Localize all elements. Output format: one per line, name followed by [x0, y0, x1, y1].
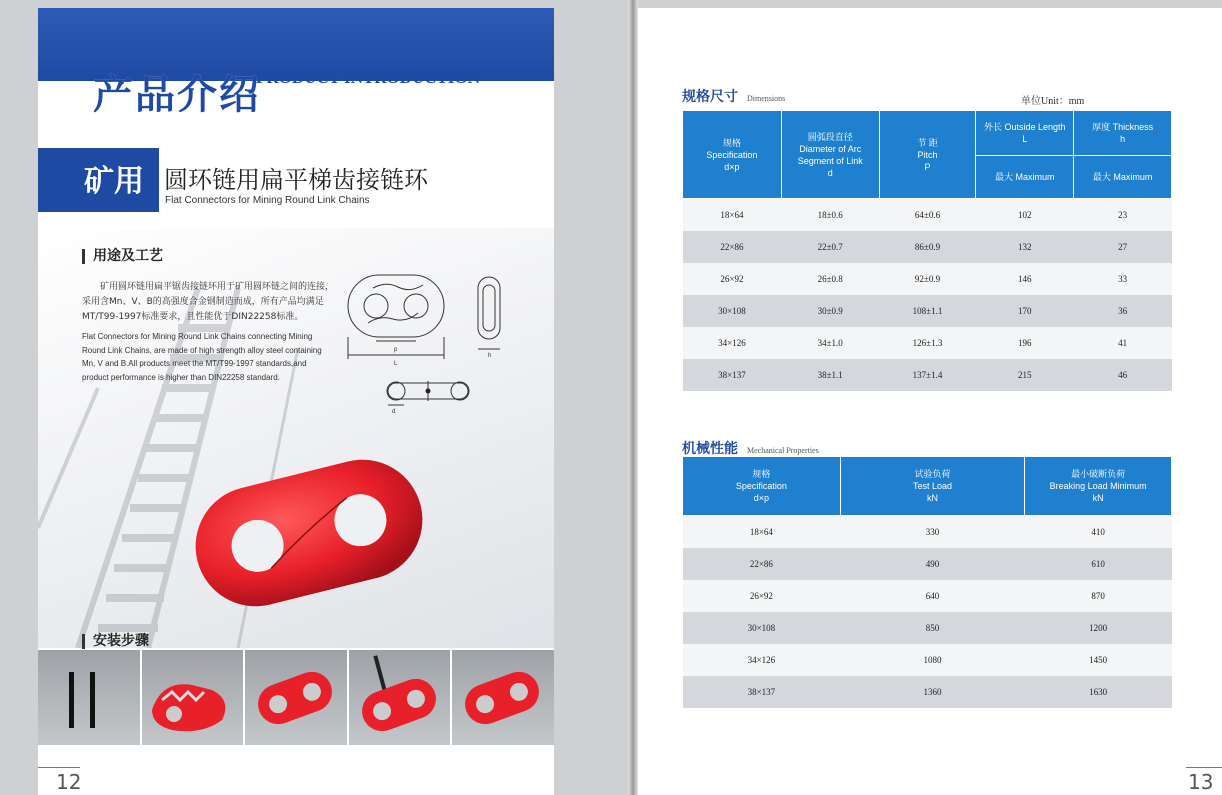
dim-label-h: h — [488, 353, 492, 359]
dim-label-d: d — [392, 409, 396, 413]
col-header-arc-diameter: 圆弧段直径 Diameter of Arc Segment of Link d — [781, 111, 879, 199]
table-cell: 23 — [1074, 199, 1172, 231]
col-header-spec: 规格 Specification d×p — [683, 111, 782, 199]
page-number-left: 12 — [56, 770, 82, 794]
right-page — [638, 8, 1222, 795]
col-header-thickness: 厚度 Thickness h — [1074, 111, 1172, 156]
mechanical-row — [683, 548, 1172, 580]
table-cell: 102 — [976, 199, 1074, 231]
mech-header-test-load: 试验负荷 Test Load kN — [840, 457, 1025, 516]
col-header-max-thickness: 最大 Maximum — [1074, 156, 1172, 199]
table-cell: 26×92 — [683, 263, 782, 295]
table-cell: 30×108 — [683, 612, 841, 644]
table-cell: 490 — [840, 548, 1025, 580]
table-cell: 640 — [840, 580, 1025, 612]
table-cell: 33 — [1074, 263, 1172, 295]
left-page — [38, 8, 554, 795]
table-cell: 108±1.1 — [879, 295, 976, 327]
installation-steps-strip — [38, 650, 554, 745]
product-name-en: Flat Connectors for Mining Round Link Chains — [165, 195, 370, 206]
col-header-max-length: 最大 Maximum — [976, 156, 1074, 199]
table-cell: 86±0.9 — [879, 231, 976, 263]
table-cell: 215 — [976, 359, 1074, 391]
subtitle-tag: 矿用 — [84, 164, 144, 199]
unit-label: 单位Unit：mm — [1021, 96, 1085, 107]
table-cell: 410 — [1025, 516, 1172, 548]
page-number-rule-right — [1186, 767, 1222, 768]
table-cell: 30×108 — [683, 295, 782, 327]
table-cell: 137±1.4 — [879, 359, 976, 391]
table-cell: 18×64 — [683, 199, 782, 231]
table-cell: 196 — [976, 327, 1074, 359]
technical-drawing — [338, 263, 518, 413]
mechanical-row — [683, 644, 1172, 676]
table-cell: 1360 — [840, 676, 1025, 708]
table-cell: 610 — [1025, 548, 1172, 580]
book-gutter — [628, 0, 638, 795]
table-cell: 18×64 — [683, 516, 841, 548]
table-cell: 22×86 — [683, 231, 782, 263]
red-connector-illustration — [184, 448, 434, 618]
table-cell: 22±0.7 — [781, 231, 879, 263]
mechanical-row — [683, 612, 1172, 644]
table-cell: 30±0.9 — [781, 295, 879, 327]
install-step-1 — [38, 650, 140, 745]
table-cell: 170 — [976, 295, 1074, 327]
table-cell: 27 — [1074, 231, 1172, 263]
dimensions-table — [682, 110, 1172, 391]
table-cell: 26×92 — [683, 580, 841, 612]
page-number-rule-left — [38, 767, 80, 768]
table-cell: 1630 — [1025, 676, 1172, 708]
dimensions-row — [683, 231, 1172, 263]
mechanical-row — [683, 676, 1172, 708]
table-cell: 146 — [976, 263, 1074, 295]
install-step-3 — [245, 650, 347, 745]
mechanical-table — [682, 456, 1172, 708]
table-cell: 64±0.6 — [879, 199, 976, 231]
table-cell: 22×86 — [683, 548, 841, 580]
mech-header-breaking-load: 最小破断负荷 Breaking Load Minimum kN — [1025, 457, 1172, 516]
table-cell: 26±0.8 — [781, 263, 879, 295]
usage-text-en: Flat Connectors for Mining Round Link Chains connecting Mining Round Link Chains, are made of high strength alloy steel containing Mn, V and B.All products meet the MT/T99-1997 standards,and product performance is higher than DIN22258 standard. — [82, 332, 322, 382]
table-cell: 34×126 — [683, 644, 841, 676]
page-number-right: 13 — [1188, 770, 1214, 794]
page-title-en: PRODUCT INTRODUCTION — [256, 68, 481, 87]
table-cell: 1080 — [840, 644, 1025, 676]
dimensions-row — [683, 359, 1172, 391]
install-step-4 — [349, 650, 451, 745]
table-cell: 46 — [1074, 359, 1172, 391]
table-cell: 41 — [1074, 327, 1172, 359]
mechanical-row — [683, 516, 1172, 548]
dimensions-row — [683, 327, 1172, 359]
dimensions-heading: 规格尺寸 — [682, 89, 738, 105]
mechanical-heading-en: Mechanical Properties — [747, 446, 819, 455]
table-cell: 38×137 — [683, 359, 782, 391]
dimensions-row — [683, 295, 1172, 327]
col-header-pitch: 节 距 Pitch P — [879, 111, 976, 199]
table-cell: 38×137 — [683, 676, 841, 708]
table-cell: 330 — [840, 516, 1025, 548]
dimensions-row — [683, 199, 1172, 231]
product-name-cn: 圆环链用扁平梯齿接链环 — [164, 166, 428, 194]
mech-header-spec: 规格 Specification d×p — [683, 457, 841, 516]
table-cell: 18±0.6 — [781, 199, 879, 231]
table-cell: 132 — [976, 231, 1074, 263]
mechanical-row — [683, 580, 1172, 612]
table-cell: 92±0.9 — [879, 263, 976, 295]
install-heading: 安装步骤 — [82, 634, 149, 649]
table-cell: 38±1.1 — [781, 359, 879, 391]
dimensions-heading-en: Dimensions — [747, 94, 786, 103]
dimensions-row — [683, 263, 1172, 295]
install-step-2 — [142, 650, 244, 745]
usage-heading: 用途及工艺 — [82, 249, 163, 264]
table-cell: 126±1.3 — [879, 327, 976, 359]
table-cell: 1450 — [1025, 644, 1172, 676]
subtitle-tag-box — [38, 148, 159, 212]
dim-label-p: p — [394, 347, 398, 353]
table-cell: 850 — [840, 612, 1025, 644]
mechanical-heading: 机械性能 — [682, 441, 738, 457]
table-cell: 34×126 — [683, 327, 782, 359]
table-cell: 34±1.0 — [781, 327, 879, 359]
usage-text-cn: 矿用圆环链用扁平锯齿接链环用于矿用圆环链之间的连接，采用含Mn、V、B的高强度合金钢制造而成，所有产品均满足MT/T99-1997标准要求，且性能优于DIN22258标准。 — [82, 282, 335, 322]
table-cell: 36 — [1074, 295, 1172, 327]
dim-label-L: L — [394, 361, 398, 367]
col-header-outside-length: 外长 Outside Length L — [976, 111, 1074, 156]
page-title-cn: 产品介绍 — [93, 72, 261, 118]
table-cell: 1200 — [1025, 612, 1172, 644]
install-step-5 — [452, 650, 554, 745]
table-cell: 870 — [1025, 580, 1172, 612]
